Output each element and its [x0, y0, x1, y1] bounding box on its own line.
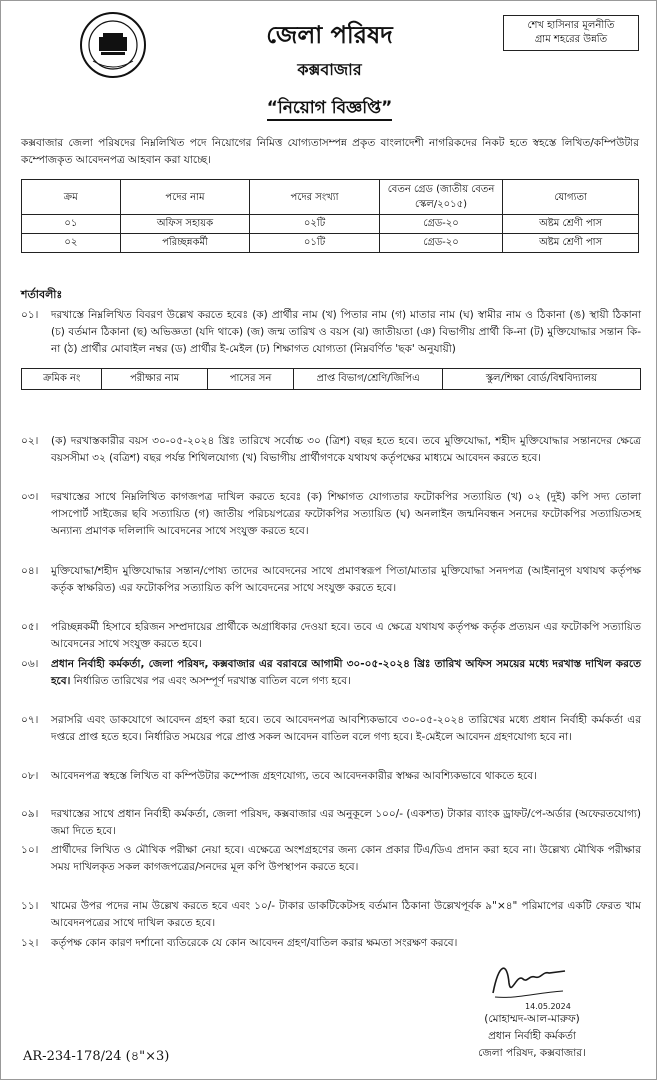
condition-text: দরখাস্তের সাথে নিম্নলিখিত কাগজপত্র দাখিল করতে হবেঃ (ক) শিক্ষাগত যোগ্যতার ফটোকপির সত্যায়িত (খ) ০২ (দুই) কপি সদ্য তোলা পাসপোর্ট সাইজের ছবি সত্যায়িত (গ) জাতীয় পরিচয়পত্রের ফটোকপির সত্যায়িত (ঘ) অনলাইন জন্মনিবন্ধন সনদের ফটোকপির সত্যায়িতসহ অন্যান্য প্রমাণক দলিলাদি আবেদনের সাথে সংযুক্ত করতে হবে। — [51, 491, 641, 537]
condition-text: আবেদনপত্র স্বহস্তে লিখিত বা কম্পিউটার কম্পোজ গ্রহণযোগ্য, তবে আবেদনকারীর স্বাক্ষর আবশ্যিকভাবে থাকতে হবে। — [51, 770, 537, 782]
col-post-count: পদের সংখ্যা — [250, 180, 380, 215]
condition-item-3 — [21, 489, 641, 540]
condition-item-4 — [21, 563, 641, 597]
table-row — [22, 215, 639, 234]
col-qualification: যোগ্যতা — [503, 180, 639, 215]
intro-paragraph: কক্সবাজার জেলা পরিষদের নিম্নলিখিত পদে নিয়োগের নিমিত্ত যোগ্যতাসম্পন্ন প্রকৃত বাংলাদেশী নাগরিকদের নিকট হতে স্বহস্তে লিখিত/কম্পিউটার কম্পোজকৃত আবেদনপত্র আহবান করা যাচ্ছে। — [21, 137, 639, 166]
condition-text-wrapper — [51, 656, 641, 690]
condition-text: দরখাস্তের সাথে প্রধান নির্বাহী কর্মকর্তা, জেলা পরিষদ, কক্সবাজার এর অনুকূলে ১০০/- (একশত) টাকার ব্যাংক ড্রাফট/পে-অর্ডার (অফেরতযোগ্য) জমা দিতে হবে। — [51, 808, 641, 837]
cell: অষ্টম শ্রেণী পাস — [503, 215, 639, 234]
condition-number: ০২। — [21, 435, 39, 447]
condition-item-9 — [21, 806, 641, 840]
office-location: কক্সবাজার — [297, 60, 362, 79]
cell: অষ্টম শ্রেণী পাস — [503, 234, 639, 253]
col-exam-name: পরীক্ষার নাম — [102, 369, 207, 390]
col-post-name: পদের নাম — [120, 180, 250, 215]
reference-code: AR-234-178/24 (৪"×3) — [23, 1049, 170, 1064]
office-title: জেলা পরিষদ — [266, 20, 393, 49]
col-pay-grade: বেতন গ্রেড (জাতীয় বেতন স্কেল/২০১৫) — [379, 180, 502, 215]
condition-item-11 — [21, 898, 641, 932]
cell: গ্রেড-২০ — [379, 234, 502, 253]
table-row — [22, 234, 639, 253]
col-division-gpa: প্রাপ্ত বিভাগ/শ্রেণি/জিপিএ — [294, 369, 443, 390]
condition-number: ০১। — [21, 309, 39, 321]
posts-table — [21, 179, 639, 253]
cell: গ্রেড-২০ — [379, 215, 502, 234]
cell: ০২ — [22, 234, 121, 253]
signature-date: 14.05.2024 — [525, 1002, 571, 1011]
condition-item-12 — [21, 935, 641, 952]
condition-text: প্রার্থীদের লিখিত ও মৌখিক পরীক্ষা নেয়া হবে। এক্ষেত্রে অংশগ্রহণের জন্য কোন প্রকার টিএ/ডিএ প্রদান করা হবে না। উল্লেখ্য মৌখিক পরীক্ষার সময় দাখিলকৃত সকল কাগজপত্রের/সনদের মূল কপি উপস্থাপন করতে হবে। — [51, 844, 641, 873]
signatory-name: (মোহাম্মদ-আল-মারুফ) — [484, 1013, 580, 1025]
condition-bold-text: প্রধান নির্বাহী কর্মকর্তা, জেলা পরিষদ, কক্সবাজার এর বরাবরে আগামী ৩০-০৫-২০২৪ খ্রিঃ তারিখ অফিস সময়ের মধ্যে দরখাস্ত দাখিল করতে হবে। — [51, 658, 641, 687]
condition-text: (ক) দরখাস্তকারীর বয়স ৩০-০৫-২০২৪ খ্রিঃ তারিখে সর্বোচ্চ ৩০ (ত্রিশ) বছর হতে হবে। তবে মুক্তিযোদ্ধা, শহীদ মুক্তিযোদ্ধার সন্তানদের ক্ষেত্রে বয়সসীমা ৩২ (বত্রিশ) বছর পর্যন্ত শিথিলযোগ্য (খ) বিভাগীয় প্রার্থীগণকে যথাযথ কর্তৃপক্ষের মাধ্যমে আবেদন করতে হবে। — [51, 435, 641, 464]
cell: ০২টি — [250, 215, 380, 234]
col-pass-year: পাসের সন — [207, 369, 294, 390]
condition-item-8 — [21, 768, 641, 785]
condition-number: ০৬। — [21, 658, 39, 670]
motto-line-2: গ্রাম শহরের উন্নতি — [534, 34, 608, 45]
condition-number: ১১। — [21, 900, 39, 912]
condition-number: ০৪। — [21, 565, 39, 577]
condition-item-5 — [21, 619, 641, 653]
notice-heading — [1, 95, 657, 123]
condition-item-1 — [21, 307, 641, 358]
condition-text: নির্ধারিত তারিখের পর এবং অসম্পূর্ণ দরখাস্ত বাতিল বলে গণ্য হবে। — [70, 675, 351, 687]
signatory-office: জেলা পরিষদ, কক্সবাজার। — [478, 1047, 586, 1059]
col-serial: ক্রম — [22, 180, 121, 215]
condition-item-7 — [21, 712, 641, 746]
cell: অফিস সহায়ক — [120, 215, 250, 234]
col-institution: স্কুল/শিক্ষা বোর্ড/বিশ্ববিদ্যালয় — [442, 369, 640, 390]
condition-text: মুক্তিযোদ্ধা/শহীদ মুক্তিযোদ্ধার সন্তান/পোষ্য তাদের আবেদনের সাথে প্রমাণস্বরূপ পিতা/মাতার মুক্তিযোদ্ধা সনদপত্র (আইনানুগ যথাযথ কর্তৃপক্ষ কর্তৃক স্বাক্ষরিত) এর ফটোকপির সত্যায়িত কপি আবেদনের সাথে সংযুক্ত করতে হবে। — [51, 565, 641, 594]
condition-number: ০৮। — [21, 770, 39, 782]
condition-text: সরাসরি এবং ডাকযোগে আবেদন গ্রহণ করা হবে। তবে আবেদনপত্র আবশ্যিকভাবে ৩০-০৫-২০২৪ তারিখের মধ্যে প্রধান নির্বাহী কর্মকর্তা এর দপ্তরে প্রাপ্ত হতে হবে। নির্ধারিত সময়ের পরে প্রাপ্ত সকল আবেদন বাতিল বলে গণ্য হবে। ই-মেইলে আবেদন গ্রহণযোগ্য হবে না। — [51, 714, 641, 743]
cell: পরিচ্ছন্নকর্মী — [120, 234, 250, 253]
education-table-header — [22, 369, 641, 390]
condition-number: ০৯। — [21, 808, 39, 820]
condition-text: পরিচ্ছন্নকর্মী হিসাবে হরিজন সম্প্রদায়ের প্রার্থীকে অগ্রাধিকার দেওয়া হবে। তবে এ ক্ষেত্রে যথাযথ কর্তৃপক্ষ কর্তৃক প্রত্যয়ন এর ফটোকপি সত্যায়িত আবেদনের সাথে সংযুক্ত করতে হবে। — [51, 621, 641, 650]
motto-box — [503, 15, 639, 51]
conditions-heading: শর্তাবলীঃ — [21, 288, 63, 301]
col-serial-no: ক্রমিক নং — [22, 369, 102, 390]
cell: ০১টি — [250, 234, 380, 253]
motto-line-1: শেখ হাসিনার মূলনীতি — [527, 20, 615, 31]
cell: ০১ — [22, 215, 121, 234]
condition-number: ০৫। — [21, 621, 39, 633]
condition-item-6 — [21, 656, 641, 690]
condition-number: ০৩। — [21, 491, 39, 503]
signatory-designation: প্রধান নির্বাহী কর্মকর্তা — [488, 1030, 576, 1042]
posts-table-header — [22, 180, 639, 215]
condition-text: খামের উপর পদের নাম উল্লেখ করতে হবে এবং ১০/- টাকার ডাকটিকেটসহ বর্তমান ঠিকানা উল্লেখপূর্বক ৯"×৪" পরিমাপের একটি ফেরত খাম আবেদনপত্রের সাথে দাখিল করতে হবে। — [51, 900, 641, 929]
notice-title: “নিয়োগ বিজ্ঞপ্তি” — [267, 98, 393, 121]
education-table — [21, 368, 641, 390]
condition-item-2 — [21, 433, 641, 467]
handwritten-signature — [485, 953, 575, 1013]
condition-text: কর্তৃপক্ষ কোন কারণ দর্শানো ব্যতিরেকে যে কোন আবেদন গ্রহণ/বাতিল করার ক্ষমতা সংরক্ষণ করবে। — [51, 937, 458, 949]
condition-item-10 — [21, 842, 641, 876]
condition-number: ১০। — [21, 844, 39, 856]
condition-text: দরখাস্তে নিম্নলিখিত বিবরণ উল্লেখ করতে হবেঃ (ক) প্রার্থীর নাম (খ) পিতার নাম (গ) মাতার নাম (ঘ) স্বামীর নাম ও ঠিকানা (ঙ) স্থায়ী ঠিকানা (চ) বর্তমান ঠিকানা (ছ) অভিজ্ঞতা (যদি থাকে) (জ) জন্ম তারিখ ও বয়স (ঝ) জাতীয়তা (ঞ) বিভাগীয় প্রার্থী কি-না (ট) মুক্তিযোদ্ধার সন্তান কি-না (ঠ) প্রার্থীর মোবাইল নম্বর (ড) প্রার্থীর ই-মেইল (ঢ) শিক্ষাগত যোগ্যতা (নিম্নবর্ণিত 'ছক' অনুযায়ী) — [51, 309, 641, 355]
signatory-block — [437, 1011, 627, 1062]
condition-number: ১২। — [21, 937, 39, 949]
condition-number: ০৭। — [21, 714, 39, 726]
